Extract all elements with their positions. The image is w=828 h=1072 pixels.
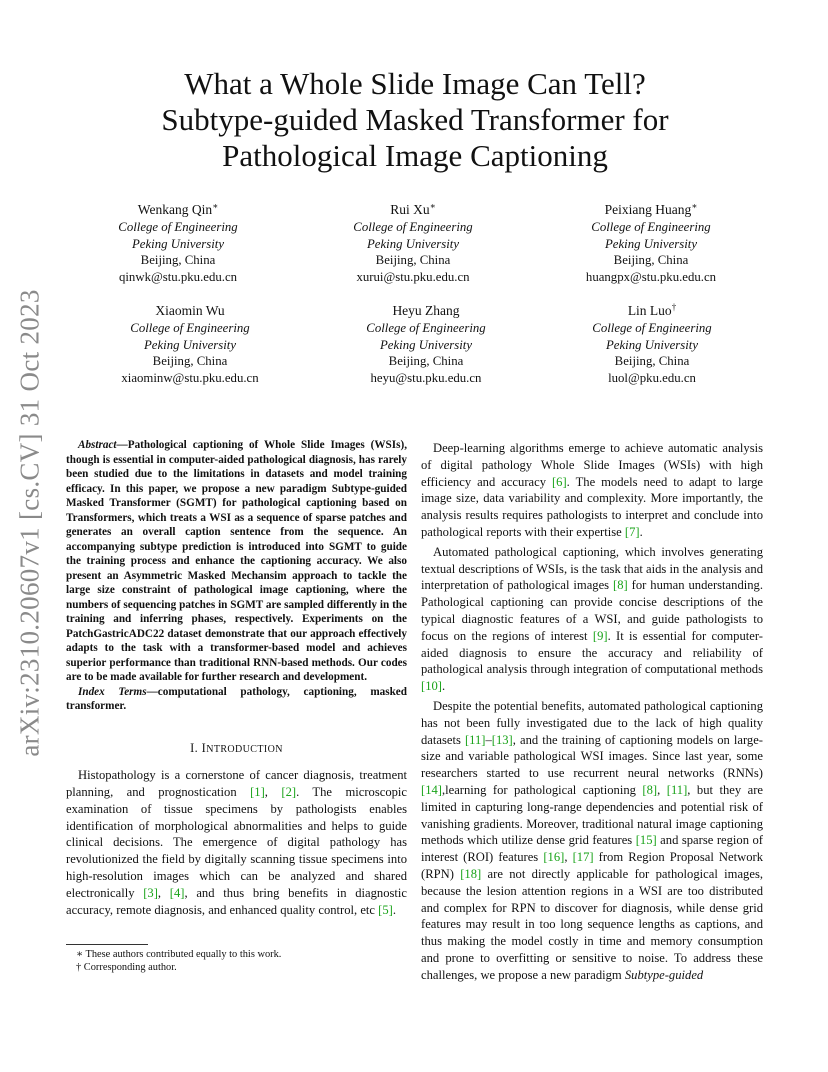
paper-title [110,66,720,174]
author-email: qinwk@stu.pku.edu.cn [118,270,238,285]
author-block [90,303,290,387]
title-line-2: Subtype-guided Masked Transformer for [161,102,669,137]
author-block [552,303,752,387]
citation-link[interactable]: [11] [666,782,688,797]
citation-link[interactable]: [14] [421,782,442,797]
author-university: Peking University [131,236,225,251]
author-name: Xiaomin Wu [155,303,225,318]
author-email: huangpx@stu.pku.edu.cn [585,270,717,285]
right-column [421,440,763,984]
author-university: Peking University [605,337,699,352]
citation-link[interactable]: [2] [281,785,297,800]
author-email: heyu@stu.pku.edu.cn [370,371,482,386]
citation-link[interactable]: [5] [378,902,393,917]
author-name: Lin Luo† [627,302,677,318]
citation-link[interactable]: [18] [460,866,482,881]
author-department: College of Engineering [353,219,473,234]
arxiv-identifier-stamp [14,288,45,758]
citation-link[interactable]: [10] [421,679,442,694]
left-column [66,438,407,918]
author-university: Peking University [604,236,698,251]
index-terms-text: —computational pathology, captioning, masked transformer. [66,685,407,712]
abstract [66,438,407,685]
author-department: College of Engineering [591,219,711,234]
author-block [78,202,278,286]
citation-link[interactable]: [4] [169,885,185,900]
citation-link[interactable]: [1] [250,785,265,800]
author-location: Beijing, China [375,253,451,268]
citation-link[interactable]: [7] [624,524,640,539]
author-name: Wenkang Qin∗ [137,201,219,217]
arxiv-stamp-text: arXiv:2310.20607v1 [cs.CV] 31 Oct 2023 [14,289,45,757]
author-location: Beijing, China [613,253,689,268]
author-name: Rui Xu∗ [390,201,436,217]
author-block [313,202,513,286]
citation-link[interactable]: [17] [572,850,594,865]
intro-paragraph: Deep-learning algorithms emerge to achieve automatic analysis of digital pathology Whole Slide Images (WSIs) with high efficiency and accuracy [6]. The models need to adapt to large image size, data variability and complexity. More importantly, the analysis results requires pathologists to interpret and conclude into pathological reports with their expertise [7]. [421,441,763,539]
author-name: Heyu Zhang [392,303,460,318]
citation-link[interactable]: [9] [592,628,608,643]
author-location: Beijing, China [140,253,216,268]
author-department: College of Engineering [130,320,250,335]
citation-link[interactable]: [8] [613,578,628,593]
author-location: Beijing, China [152,354,228,369]
citation-link[interactable]: [11] [464,732,486,747]
footnote-corresponding-author: † Corresponding author. [76,962,177,973]
author-department: College of Engineering [592,320,712,335]
index-terms-label: Index Terms [78,685,147,698]
citation-link[interactable]: [13] [491,732,513,747]
citation-link[interactable]: [16] [543,850,565,865]
author-university: Peking University [379,337,473,352]
title-line-3: Pathological Image Captioning [222,138,608,173]
intro-paragraph: Automated pathological captioning, which involves generating textual descriptions of WSIs, is the task that aids in the analysis and interpretation of pathological images [8] for human understanding. Pathological captioning can provide concise descriptions of the typical diagnostic features of a WSI, and guide pathologists to focus on the regions of interest [9]. It is essential for computer-aided diagnosis to ensure the accuracy and reliability of pathological analysis through integration of computational methods [10]. [421,544,763,694]
author-department: College of Engineering [118,219,238,234]
author-name: Peixiang Huang∗ [604,201,698,217]
footnotes [66,944,407,974]
citation-link[interactable]: [8] [642,782,658,797]
author-email: xiaominw@stu.pku.edu.cn [121,371,259,386]
index-terms [66,685,407,714]
author-block [551,202,751,286]
emphasized-term: Subtype-guided [624,967,704,982]
author-university: Peking University [366,236,460,251]
footnote-rule [66,944,148,945]
author-email: xurui@stu.pku.edu.cn [356,270,470,285]
intro-paragraph: Despite the potential benefits, automated pathological captioning has not been fully investigated due to the lack of high quality datasets [11]–[13], and the training of captioning models on large-size and variable pathological WSI images. Since last year, some researchers started to use recurrent neural networks (RNNs) [14],learning for pathological captioning [8], [11], but they are limited in capturing long-range dependencies and potential risk of vanishing gradients. Moreover, traditional natural image captioning methods which utilize dense grid features [15] and sparse region of interest (ROI) features [16], [17] from Region Proposal Network (RPN) [18] are not directly applicable for pathological images, because the lesion attention regions in a WSI are too distributed and complex for RPN to discover for diagnosis, while dense grid features may result in too long sequence lengths as captions, and thus making the model costly in time and memory consumption and prone to overfitting or sensitive to noise. To address these challenges, we propose a new paradigm Subtype-guided [421,698,764,982]
section-heading-introduction: I. INTRODUCTION [190,740,283,755]
intro-paragraph: Histopathology is a cornerstone of cancer diagnosis, treatment planning, and prognostication [1], [2]. The microscopic examination of tissue specimens by pathologists enables identification of morphological abnormalities and helps to guide clinical decisions. The emergence of digital pathology has revolutionized the field by digitally scanning tissue specimens into high-resolution images which can be analyzed and shared electronically [3], [4], and thus bring benefits in diagnostic accuracy, remote diagnosis, and enhanced quality control, etc [5]. [66,768,407,917]
author-university: Peking University [143,337,237,352]
citation-link[interactable]: [3] [143,885,158,900]
footnote-equal-contribution: ∗ These authors contributed equally to this work. [76,949,282,960]
author-email: luol@pku.edu.cn [608,371,696,386]
title-line-1: What a Whole Slide Image Can Tell? [184,66,646,101]
abstract-text: —Pathological captioning of Whole Slide Images (WSIs), though is essential in computer-aided pathological diagnosis, has rarely been studied due to the limitations in datasets and model training efficacy. In this paper, we propose a new paradigm Subtype-guided Masked Transformer (SGMT) for pathological captioning based on Transformers, which treats a WSI as a sequence of sparse patches and generates an overall caption sentence from the sequence. An accompanying subtype prediction is introduced into SGMT to guide the training process and enhance the captioning accuracy. We also present an Asymmetric Masked Mechansim approach to tackle the large size constraint of pathological image captioning, where the numbers of sequencing patches in SGMT are sampled differently in the training and inferring phases, respectively. Experiments on the PatchGastricADC22 dataset demonstrate that our approach effectively adapts to the task with a transformer-based model and achieves superior performance than traditional RNN-based methods. Our codes are to be made available for further research and development. [66,439,407,683]
author-location: Beijing, China [614,354,690,369]
citation-link[interactable]: [15] [635,833,657,848]
abstract-label: Abstract [78,439,117,451]
citation-link[interactable]: [6] [551,474,567,489]
author-department: College of Engineering [366,320,486,335]
author-block [326,303,526,387]
author-location: Beijing, China [388,354,464,369]
